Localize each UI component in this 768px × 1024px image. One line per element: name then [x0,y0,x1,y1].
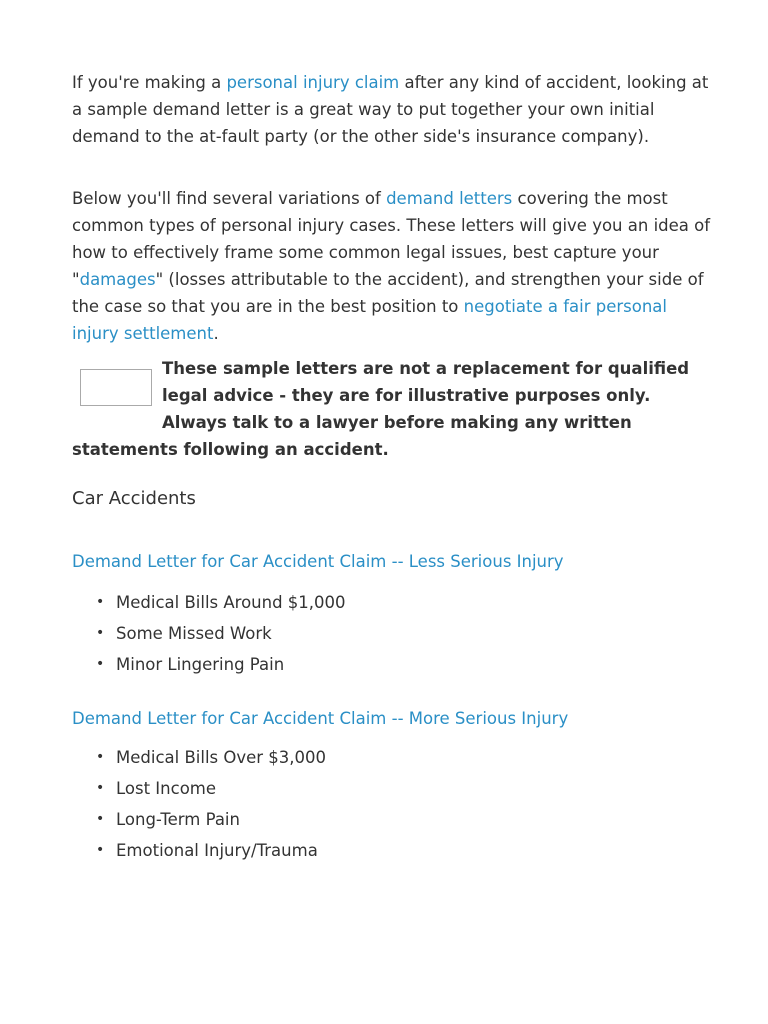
bullet-icon: • [96,656,105,672]
overview-text-3: " (losses attributable to the accident), and strengthen your side of the case so that you are in the best position to [72,270,704,316]
more-serious-injury-letter-link[interactable]: Demand Letter for Car Accident Claim -- More Serious Injury [72,709,569,728]
intro-text-1: If you're making a [72,73,227,92]
less-serious-injury-letter-link[interactable]: Demand Letter for Car Accident Claim -- Less Serious Injury [72,552,564,571]
list-item [72,587,712,618]
list-item [72,773,712,804]
negotiate-settlement-link[interactable]: negotiate a fair personal injury settlement [72,297,667,343]
list-item-text: Medical Bills Over $3,000 [116,748,327,767]
list-item [72,835,712,866]
bullet-icon: • [96,594,105,610]
intro-text-2: after any kind of accident, looking at a sample demand letter is a great way to put together your own initial demand to the at-fault party (or the other side's insurance company). [72,73,709,146]
list-item-text: Medical Bills Around $1,000 [116,593,346,612]
overview-text-1: Below you'll find several variations of [72,189,387,208]
overview-text-4: . [213,324,219,343]
letter-link-more-serious [72,706,712,732]
disclaimer-callout [72,355,712,463]
more-serious-bullet-list [72,742,712,866]
disclaimer-text: These sample letters are not a replacement for qualified legal advice - they are for illustrative purposes only. Always talk to a lawyer before making any written statements following an accident. [72,359,690,459]
callout-image-placeholder [80,369,152,406]
bullet-icon: • [96,625,105,641]
list-item [72,649,712,680]
personal-injury-claim-link[interactable]: personal injury claim [226,73,400,92]
list-item [72,804,712,835]
letter-link-less-serious [72,549,712,575]
demand-letters-link[interactable]: demand letters [386,189,513,208]
list-item [72,618,712,649]
less-serious-bullet-list [72,587,712,680]
list-item-text: Lost Income [116,779,217,798]
damages-link[interactable]: damages [79,270,156,289]
list-item [72,742,712,773]
bullet-icon: • [96,780,105,796]
bullet-icon: • [96,749,105,765]
section-title-car-accidents: Car Accidents [72,488,196,509]
intro-paragraph [72,69,712,150]
bullet-icon: • [96,811,105,827]
list-item-text: Long-Term Pain [116,810,240,829]
list-item-text: Minor Lingering Pain [116,655,285,674]
list-item-text: Emotional Injury/Trauma [116,841,318,860]
overview-text-2: covering the most common types of personal injury cases. These letters will give you an idea of how to effectively frame some common legal issues, best capture your " [72,189,711,289]
overview-paragraph [72,185,712,347]
list-item-text: Some Missed Work [116,624,272,643]
bullet-icon: • [96,842,105,858]
